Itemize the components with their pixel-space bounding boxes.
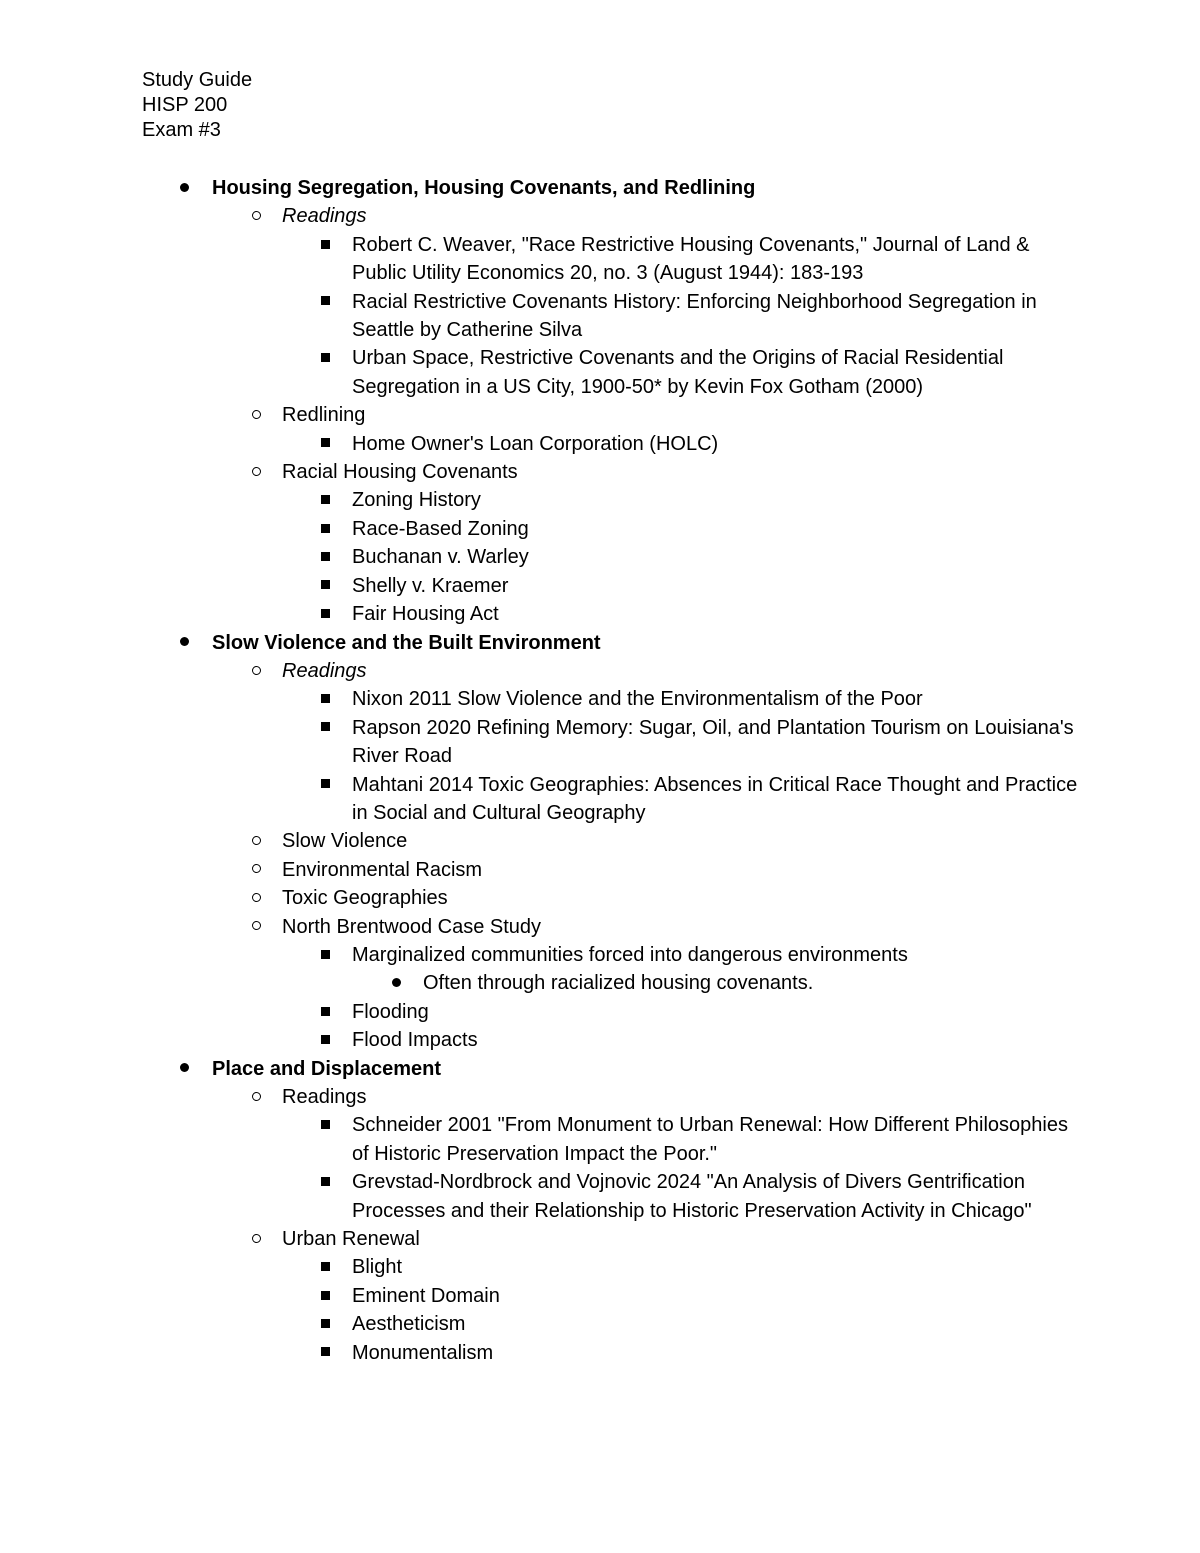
bullet-square-icon	[317, 685, 333, 713]
bullet-square-icon	[317, 1282, 333, 1310]
list-item: Readings	[142, 1083, 1082, 1111]
list-item: North Brentwood Case Study	[142, 913, 1082, 941]
bullet-square-icon	[317, 231, 333, 259]
list-item: Slow Violence	[142, 827, 1082, 855]
list-item: Home Owner's Loan Corporation (HOLC)	[142, 430, 1082, 458]
reading-item: Racial Restrictive Covenants History: Enforcing Neighborhood Segregation in Seattle by Catherine Silva	[142, 288, 1082, 345]
bullet-square-icon	[317, 998, 333, 1026]
list-item: Zoning History	[142, 486, 1082, 514]
bullet-square-icon	[317, 600, 333, 628]
list-item: Monumentalism	[142, 1339, 1082, 1367]
reading-item: Urban Space, Restrictive Covenants and the Origins of Racial Residential Segregation in a US City, 1900-50* by Kevin Fox Gotham (2000)	[142, 344, 1082, 401]
bullet-square-icon	[317, 1168, 333, 1196]
bullet-square-icon	[317, 771, 333, 799]
section-heading: Housing Segregation, Housing Covenants, and Redlining	[142, 174, 1082, 202]
list-item: Redlining	[142, 401, 1082, 429]
list-item: Blight	[142, 1253, 1082, 1281]
section-heading: Slow Violence and the Built Environment	[142, 629, 1082, 657]
bullet-circle-icon	[248, 657, 264, 685]
bullet-circle-icon	[248, 827, 264, 855]
course-code: HISP 200	[142, 94, 228, 116]
reading-item: Rapson 2020 Refining Memory: Sugar, Oil, and Plantation Tourism on Louisiana's River Road	[142, 714, 1082, 771]
list-item: Racial Housing Covenants	[142, 458, 1082, 486]
list-item: Flooding	[142, 998, 1082, 1026]
bullet-square-icon	[317, 1310, 333, 1338]
bullet-square-icon	[317, 1026, 333, 1054]
bullet-circle-icon	[248, 1083, 264, 1111]
bullet-square-icon	[317, 344, 333, 372]
bullet-square-icon	[317, 941, 333, 969]
reading-item: Mahtani 2014 Toxic Geographies: Absences in Critical Race Thought and Practice in Social and Cultural Geography	[142, 771, 1082, 828]
bullet-circle-icon	[248, 458, 264, 486]
reading-item: Robert C. Weaver, "Race Restrictive Housing Covenants," Journal of Land & Public Utility Economics 20, no. 3 (August 1944): 183-193	[142, 231, 1082, 288]
bullet-square-icon	[317, 543, 333, 571]
reading-item: Grevstad-Nordbrock and Vojnovic 2024 "An Analysis of Divers Gentrification Processes and their Relationship to Historic Preservation Activity in Chicago"	[142, 1168, 1082, 1225]
bullet-dot-icon	[176, 629, 192, 657]
list-item: Race-Based Zoning	[142, 515, 1082, 543]
list-item: Eminent Domain	[142, 1282, 1082, 1310]
bullet-circle-icon	[248, 401, 264, 429]
exam-number: Exam #3	[142, 119, 221, 141]
list-item: Urban Renewal	[142, 1225, 1082, 1253]
bullet-square-icon	[317, 515, 333, 543]
bullet-circle-icon	[248, 884, 264, 912]
bullet-circle-icon	[248, 856, 264, 884]
list-item: Readings	[142, 202, 1082, 230]
bullet-dot-icon	[176, 1055, 192, 1083]
list-item: Aestheticism	[142, 1310, 1082, 1338]
bullet-square-icon	[317, 714, 333, 742]
list-item: Fair Housing Act	[142, 600, 1082, 628]
bullet-circle-icon	[248, 913, 264, 941]
bullet-square-icon	[317, 1253, 333, 1281]
bullet-square-icon	[317, 288, 333, 316]
list-item: Shelly v. Kraemer	[142, 572, 1082, 600]
bullet-square-icon	[317, 486, 333, 514]
bullet-square-icon	[317, 1111, 333, 1139]
bullet-square-icon	[317, 572, 333, 600]
bullet-square-icon	[317, 1339, 333, 1367]
bullet-dot-icon	[176, 174, 192, 202]
document-page	[142, 68, 1082, 1367]
section-heading: Place and Displacement	[142, 1055, 1082, 1083]
reading-item: Schneider 2001 "From Monument to Urban Renewal: How Different Philosophies of Historic Preservation Impact the Poor."	[142, 1111, 1082, 1168]
list-item: Toxic Geographies	[142, 884, 1082, 912]
list-item: Often through racialized housing covenants.	[142, 969, 1082, 997]
bullet-circle-icon	[248, 202, 264, 230]
list-item: Marginalized communities forced into dangerous environments	[142, 941, 1082, 969]
list-item: Environmental Racism	[142, 856, 1082, 884]
list-item: Buchanan v. Warley	[142, 543, 1082, 571]
bullet-dot-icon	[388, 969, 404, 997]
list-item: Readings	[142, 657, 1082, 685]
reading-item: Nixon 2011 Slow Violence and the Environmentalism of the Poor	[142, 685, 1082, 713]
bullet-circle-icon	[248, 1225, 264, 1253]
bullet-square-icon	[317, 430, 333, 458]
doc-title: Study Guide	[142, 69, 253, 91]
list-item: Flood Impacts	[142, 1026, 1082, 1054]
